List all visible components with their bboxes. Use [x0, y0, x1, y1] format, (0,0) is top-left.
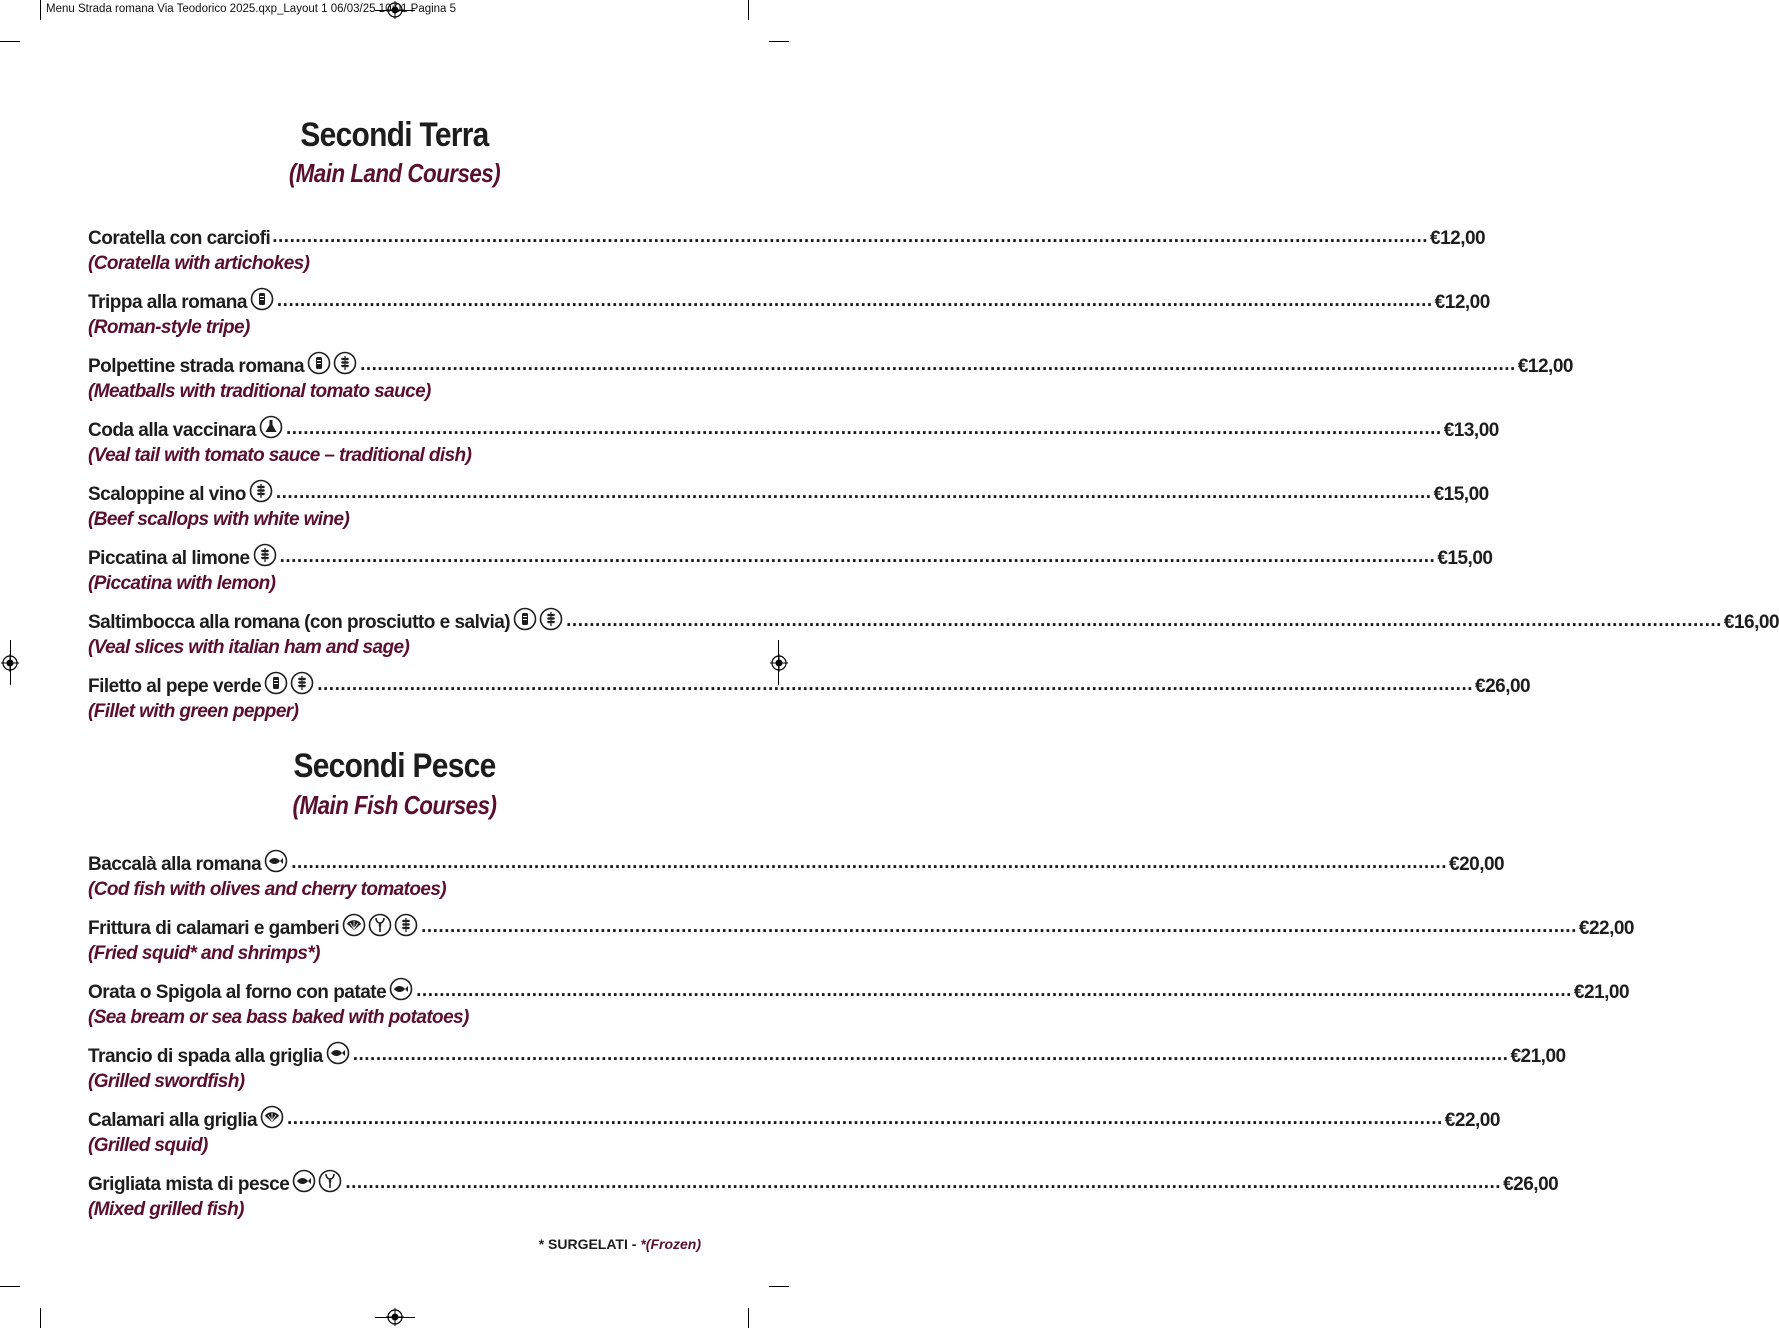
- dish-price: 26,00: [1513, 1174, 1559, 1195]
- celery-icon: [264, 671, 288, 695]
- menu-item-line: [88, 672, 1531, 698]
- menu-item-line: [88, 914, 1634, 940]
- allergen-icons: [291, 1169, 343, 1196]
- gluten-icon: [333, 351, 357, 375]
- gluten-icon: [290, 671, 314, 695]
- dish-price: 15,00: [1447, 548, 1493, 569]
- dish-name: Trancio di spada alla griglia: [88, 1046, 323, 1067]
- fish-icon: [326, 1041, 350, 1065]
- fish-icon: [389, 977, 413, 1001]
- dish-translation: (Grilled squid): [88, 1135, 208, 1156]
- gluten-icon: [394, 913, 418, 937]
- dish-translation: (Mixed grilled fish): [88, 1199, 244, 1220]
- dish-price: 16,00: [1733, 612, 1779, 633]
- fish-icon: [292, 1169, 316, 1193]
- dot-leader: ........................................................................................................................................................................................................: [279, 546, 1436, 567]
- menu-item-line: [88, 608, 1779, 634]
- menu-item: [88, 608, 1779, 662]
- currency-symbol: €: [1433, 484, 1444, 505]
- currency-symbol: €: [1443, 420, 1454, 441]
- fish-icon: [264, 849, 288, 873]
- dish-name: Baccalà alla romana: [88, 854, 262, 875]
- gluten-icon: [539, 607, 563, 631]
- dish-translation: (Sea bream or sea bass baked with potatoes): [88, 1007, 469, 1028]
- registration-mark-icon: [386, 1308, 404, 1326]
- crop-mark: [0, 41, 20, 42]
- currency-symbol: €: [1510, 1046, 1521, 1067]
- menu-item: [88, 672, 1531, 726]
- menu-item-line: [88, 1170, 1559, 1196]
- menu-item: [88, 978, 1630, 1032]
- allergen-icons: [259, 1105, 285, 1132]
- celery-icon: [250, 287, 274, 311]
- allergen-icons: [388, 977, 414, 1004]
- dish-name: Saltimbocca alla romana (con prosciutto e salvia): [88, 612, 511, 633]
- dish-price: 15,00: [1443, 484, 1489, 505]
- dot-leader: ........................................................................................................................................................................................................: [272, 226, 1428, 247]
- menu-item-line: [88, 1106, 1500, 1132]
- crop-mark: [0, 1286, 20, 1287]
- dish-translation: (Veal tail with tomato sauce – traditional dish): [88, 445, 472, 466]
- dish-price: 21,00: [1584, 982, 1630, 1003]
- dish-name: Filetto al pepe verde: [88, 676, 262, 697]
- gluten-icon: [253, 543, 277, 567]
- dish-translation: (Beef scallops with white wine): [88, 509, 350, 530]
- flask-icon: [259, 415, 283, 439]
- menu-item: [88, 352, 1573, 406]
- menu-item: [88, 914, 1634, 968]
- dish-translation: (Fried squid* and shrimps*): [88, 943, 320, 964]
- allergen-icons: [341, 913, 419, 940]
- currency-symbol: €: [1444, 1110, 1455, 1131]
- dot-leader: ........................................................................................................................................................................................................: [566, 610, 1722, 631]
- celery-icon: [307, 351, 331, 375]
- dot-leader: ........................................................................................................................................................................................................: [360, 354, 1516, 375]
- crop-mark: [40, 1308, 41, 1328]
- currency-symbol: €: [1723, 612, 1734, 633]
- gluten-icon: [249, 479, 273, 503]
- section-title: Secondi Terra: [300, 116, 489, 154]
- dot-leader: ........................................................................................................................................................................................................: [345, 1172, 1502, 1193]
- footnote-label: * SURGELATI -: [538, 1236, 641, 1252]
- currency-symbol: €: [1578, 918, 1589, 939]
- dish-name: Calamari alla griglia: [88, 1110, 258, 1131]
- section-subtitle: (Main Fish Courses): [292, 790, 497, 820]
- menu-item-line: [88, 288, 1490, 314]
- dish-name: Scaloppine al vino: [88, 484, 246, 505]
- dish-name: Grigliata mista di pesce: [88, 1174, 290, 1195]
- allergen-icons: [325, 1041, 351, 1068]
- dish-translation: (Cod fish with olives and cherry tomatoes): [88, 879, 447, 900]
- crop-mark: [769, 41, 789, 42]
- dish-translation: (Piccatina with lemon): [88, 573, 276, 594]
- dish-name: Coda alla vaccinara: [88, 420, 256, 441]
- dish-name: Frittura di calamari e gamberi: [88, 918, 340, 939]
- dish-translation: (Coratella with artichokes): [88, 253, 310, 274]
- dish-price: 13,00: [1453, 420, 1499, 441]
- allergen-icons: [249, 287, 275, 314]
- dish-translation: (Roman-style tripe): [88, 317, 250, 338]
- registration-mark-icon: [1, 654, 19, 672]
- dish-price: 22,00: [1454, 1110, 1500, 1131]
- allergen-icons: [248, 479, 274, 506]
- dish-price: 21,00: [1520, 1046, 1566, 1067]
- dot-leader: ........................................................................................................................................................................................................: [275, 482, 1432, 503]
- menu-item: [88, 544, 1493, 598]
- currency-symbol: €: [1430, 228, 1441, 249]
- currency-symbol: €: [1437, 548, 1448, 569]
- dot-leader: ........................................................................................................................................................................................................: [276, 290, 1433, 311]
- menu-item: [88, 1106, 1500, 1160]
- menu-item-line: [88, 416, 1499, 442]
- menu-item-line: [88, 352, 1573, 378]
- dish-price: 22,00: [1588, 918, 1634, 939]
- footnote-translation: *(Frozen): [640, 1236, 701, 1252]
- allergen-icons: [512, 607, 564, 634]
- mollusc-icon: [260, 1105, 284, 1129]
- menu-item-line: [88, 544, 1493, 570]
- dot-leader: ........................................................................................................................................................................................................: [352, 1044, 1509, 1065]
- currency-symbol: €: [1573, 982, 1584, 1003]
- menu-item: [88, 416, 1499, 470]
- currency-symbol: €: [1503, 1174, 1514, 1195]
- print-slug: Menu Strada romana Via Teodorico 2025.qxp_Layout 1 06/03/25 10:01 Pagina 5: [46, 3, 457, 15]
- dot-leader: ........................................................................................................................................................................................................: [421, 916, 1577, 937]
- registration-mark-icon: [770, 654, 788, 672]
- menu-item: [88, 288, 1490, 342]
- dish-name: Orata o Spigola al forno con patate: [88, 982, 387, 1003]
- shrimp-icon: [318, 1169, 342, 1193]
- allergen-icons: [306, 351, 358, 378]
- menu-item-line: [88, 978, 1630, 1004]
- menu-item: [88, 1170, 1559, 1224]
- dish-price: 20,00: [1459, 854, 1505, 875]
- dot-leader: ........................................................................................................................................................................................................: [416, 980, 1572, 1001]
- dish-price: 12,00: [1527, 356, 1573, 377]
- currency-symbol: €: [1517, 356, 1528, 377]
- crop-mark: [748, 1308, 749, 1328]
- menu-item: [88, 480, 1489, 534]
- section-subtitle: (Main Land Courses): [288, 158, 501, 188]
- dish-translation: (Fillet with green pepper): [88, 701, 299, 722]
- dish-name: Polpettine strada romana: [88, 356, 305, 377]
- currency-symbol: €: [1434, 292, 1445, 313]
- menu-item: [88, 1042, 1566, 1096]
- dish-name: Piccatina al limone: [88, 548, 250, 569]
- dish-name: Coratella con carciofi: [88, 228, 271, 249]
- mollusc-icon: [342, 913, 366, 937]
- crop-mark: [40, 0, 41, 20]
- menu-item-line: [88, 850, 1505, 876]
- dot-leader: ........................................................................................................................................................................................................: [285, 418, 1442, 439]
- currency-symbol: €: [1448, 854, 1460, 875]
- shrimp-icon: [368, 913, 392, 937]
- currency-symbol: €: [1475, 676, 1486, 697]
- allergen-icons: [263, 671, 315, 698]
- dish-translation: (Meatballs with traditional tomato sauce): [88, 381, 431, 402]
- dish-name: Trippa alla romana: [88, 292, 247, 313]
- dish-price: 12,00: [1440, 228, 1486, 249]
- allergen-icons: [263, 849, 289, 876]
- allergen-icons: [258, 415, 284, 442]
- dish-translation: (Veal slices with italian ham and sage): [88, 637, 410, 658]
- allergen-icons: [252, 543, 278, 570]
- dot-leader: ........................................................................................................................................................................................................: [317, 674, 1473, 695]
- dot-leader: ........................................................................................................................................................................................................: [291, 852, 1447, 873]
- dish-price: 12,00: [1444, 292, 1490, 313]
- crop-mark: [748, 0, 749, 20]
- menu-item: [88, 850, 1505, 904]
- footnote: [539, 1236, 701, 1252]
- dot-leader: ........................................................................................................................................................................................................: [287, 1108, 1443, 1129]
- menu-item-line: [88, 1042, 1566, 1068]
- dish-price: 26,00: [1485, 676, 1531, 697]
- menu-item-line: [88, 224, 1486, 250]
- section-title: Secondi Pesce: [293, 747, 496, 785]
- menu-item-line: [88, 480, 1489, 506]
- celery-icon: [513, 607, 537, 631]
- crop-mark: [769, 1286, 789, 1287]
- dish-translation: (Grilled swordfish): [88, 1071, 245, 1092]
- menu-item: [88, 224, 1486, 278]
